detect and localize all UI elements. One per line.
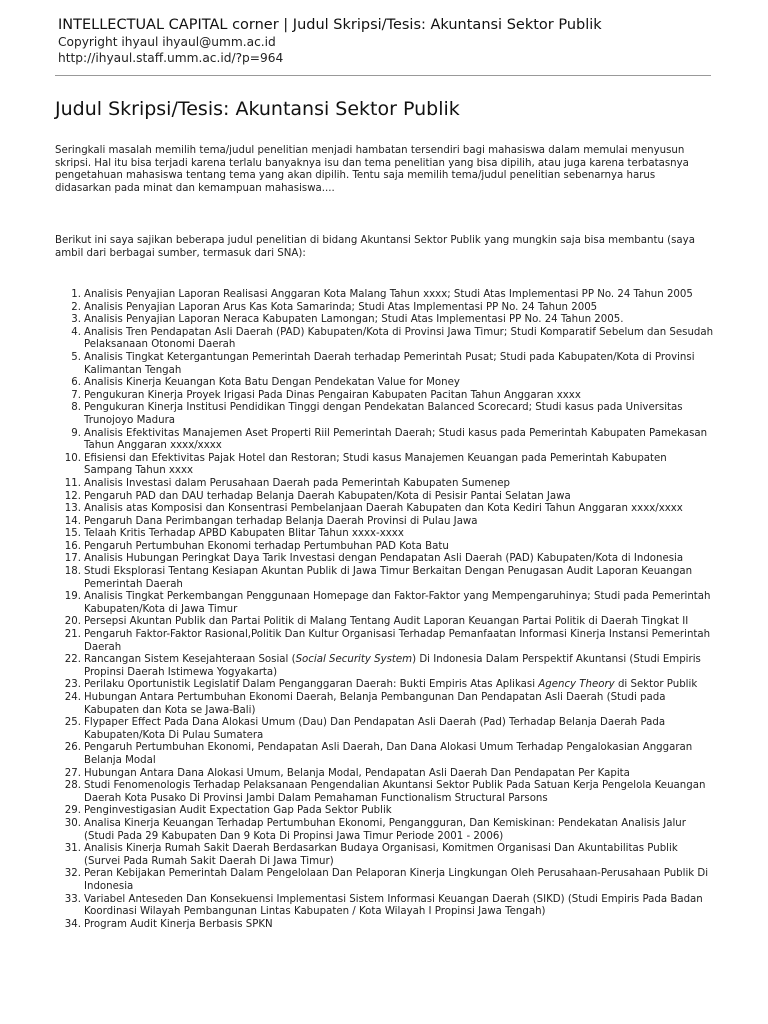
- text-segment: Pengukuran Kinerja Proyek Irigasi Pada Dinas Pengairan Kabupaten Pacitan Tahun Anggaran xxxx: [84, 389, 581, 401]
- list-item-number: 34.: [64, 918, 81, 930]
- text-segment: Telaah Kritis Terhadap APBD Kabupaten Blitar Tahun xxxx-xxxx: [84, 528, 404, 540]
- text-segment: Studi Fenomenologis Terhadap Pelaksanaan Pengendalian Akuntansi Sektor Publik Pada Satuan Kerja Pengelola Keuangan Daerah Kota Pusako Di Provinsi Jambi Dalam Pemahaman Functionalism Structural Parsons: [84, 780, 706, 804]
- text-segment: Analisis Tingkat Ketergantungan Pemerintah Daerah terhadap Pemerintah Pusat; Studi pada Kabupaten/Kota di Provinsi Kalimantan Tengah: [84, 351, 695, 376]
- list-item-number: 28.: [64, 780, 81, 792]
- list-item-text: [84, 843, 715, 868]
- list-item-text: [84, 453, 715, 478]
- list-item: [55, 742, 715, 767]
- list-item-number: 25.: [64, 717, 81, 729]
- text-segment: Analisis Efektivitas Manajemen Aset Properti Riil Pemerintah Daerah; Studi kasus pada Pemerintah Kabupaten Pamekasan Tahun Anggaran xxxx/xxxx: [84, 427, 708, 452]
- list-item-text: [84, 654, 715, 679]
- list-item-text: [84, 302, 715, 315]
- list-item: [55, 894, 715, 919]
- list-item-number: 17.: [64, 553, 81, 565]
- post-title: Judul Skripsi/Tesis: Akuntansi Sektor Publik: [55, 98, 460, 120]
- text-segment: Hubungan Antara Dana Alokasi Umum, Belanja Modal, Pendapatan Asli Daerah Dan Pendapatan Per Kapita: [84, 767, 630, 779]
- list-item-text: [84, 352, 715, 377]
- list-item-number: 4.: [71, 326, 81, 338]
- text-segment: Analisis Kinerja Rumah Sakit Daerah Berdasarkan Budaya Organisasi, Komitmen Organisasi Dan Akuntabilitas Publik (Survei Pada Rumah Sakit Daerah Di Jawa Timur): [84, 843, 678, 867]
- list-item: [55, 453, 715, 478]
- list-item-text: [84, 390, 715, 403]
- list-item: [55, 654, 715, 679]
- list-item-text: [84, 478, 715, 491]
- text-segment: Analisis Tren Pendapatan Asli Daerah (PAD) Kabupaten/Kota di Provinsi Jawa Timur; Studi Komparatif Sebelum dan Sesudah Pelaksanaan Otonomi Daerah: [84, 326, 714, 351]
- list-item-number: 7.: [71, 389, 81, 401]
- list-item-number: 30.: [64, 817, 81, 829]
- list-item-number: 11.: [64, 477, 81, 489]
- list-item: [55, 352, 715, 377]
- list-item-number: 13.: [64, 503, 81, 515]
- list-item-text: [84, 541, 715, 554]
- list-item: [55, 402, 715, 427]
- list-item-number: 19.: [64, 591, 81, 603]
- list-item-text: [84, 768, 715, 781]
- text-segment: Analisis Investasi dalam Perusahaan Daerah pada Pemerintah Kabupaten Sumenep: [84, 477, 510, 489]
- list-item: [55, 541, 715, 554]
- list-item-number: 18.: [64, 566, 81, 578]
- text-segment: Program Audit Kinerja Berbasis SPKN: [84, 918, 273, 930]
- list-item-text: [84, 528, 715, 541]
- list-item-text: [84, 805, 715, 818]
- list-item-number: 2.: [71, 301, 81, 313]
- list-item: [55, 516, 715, 529]
- list-item-number: 33.: [64, 893, 81, 905]
- text-segment: Pengaruh Dana Perimbangan terhadap Belanja Daerah Provinsi di Pulau Jawa: [84, 515, 478, 527]
- text-segment: Analisis atas Komposisi dan Konsentrasi Pembelanjaan Daerah Kabupaten dan Kota Kediri Tahun Anggaran xxxx/xxxx: [84, 503, 683, 515]
- list-item: [55, 314, 715, 327]
- text-segment: Penginvestigasian Audit Expectation Gap Pada Sektor Publik: [84, 805, 392, 817]
- list-item-text: [84, 491, 715, 504]
- list-item-number: 9.: [71, 427, 81, 439]
- text-segment: Analisis Penyajian Laporan Arus Kas Kota Samarinda; Studi Atas Implementasi PP No. 24 Tahun 2005: [84, 301, 598, 313]
- list-item-number: 8.: [71, 402, 81, 414]
- list-item-text: [84, 553, 715, 566]
- list-item-text: [84, 629, 715, 654]
- list-item: [55, 377, 715, 390]
- list-item: [55, 327, 715, 352]
- list-item-number: 16.: [64, 540, 81, 552]
- list-item-text: [84, 503, 715, 516]
- list-item-number: 32.: [64, 868, 81, 880]
- list-item-number: 3.: [71, 314, 81, 326]
- list-item: [55, 390, 715, 403]
- text-segment: Rancangan Sistem Kesejahteraan Sosial (: [84, 654, 296, 666]
- list-item-number: 10.: [64, 452, 81, 464]
- list-item-text: [84, 780, 715, 805]
- list-item: [55, 692, 715, 717]
- text-segment: Perilaku Oportunistik Legislatif Dalam Penganggaran Daerah: Bukti Empiris Atas Aplikasi: [84, 679, 539, 691]
- list-item: [55, 428, 715, 453]
- text-segment: Analisis Kinerja Keuangan Kota Batu Dengan Pendekatan Value for Money: [84, 377, 460, 389]
- list-item-text: [84, 717, 715, 742]
- list-item: [55, 805, 715, 818]
- list-item-number: 15.: [64, 528, 81, 540]
- list-item-number: 20.: [64, 616, 81, 628]
- list-item: [55, 768, 715, 781]
- list-item-text: [84, 894, 715, 919]
- text-segment: Pengaruh Faktor-Faktor Rasional,Politik Dan Kultur Organisasi Terhadap Pemanfaatan Informasi Kinerja Instansi Pemerintah Daerah: [84, 629, 711, 653]
- text-segment: Analisis Hubungan Peringkat Daya Tarik Investasi dengan Pendapatan Asli Daerah (PAD) Kabupaten/Kota di Indonesia: [84, 553, 684, 565]
- list-item-number: 23.: [64, 679, 81, 691]
- list-item-text: [84, 868, 715, 893]
- list-item: [55, 566, 715, 591]
- list-item: [55, 868, 715, 893]
- list-item-text: [84, 679, 715, 692]
- list-item-text: [84, 327, 715, 352]
- list-item-number: 31.: [64, 843, 81, 855]
- list-item: [55, 717, 715, 742]
- text-segment: ) Di Indonesia Dalam Perspektif Akuntansi (Studi Empiris Propinsi Daerah Istimewa Yogyakarta): [84, 654, 701, 678]
- list-item: [55, 289, 715, 302]
- list-item-number: 5.: [71, 351, 81, 363]
- site-title: INTELLECTUAL CAPITAL corner | Judul Skripsi/Tesis: Akuntansi Sektor Publik: [58, 17, 602, 33]
- list-item-text: [84, 314, 715, 327]
- list-item-text: [84, 516, 715, 529]
- list-item-number: 29.: [64, 805, 81, 817]
- text-segment: Pengaruh PAD dan DAU terhadap Belanja Daerah Kabupaten/Kota di Pesisir Pantai Selatan Jawa: [84, 490, 571, 502]
- list-item: [55, 478, 715, 491]
- text-segment: di Sektor Publik: [614, 679, 698, 691]
- list-item-number: 12.: [64, 490, 81, 502]
- list-item-text: [84, 289, 715, 302]
- list-item: [55, 629, 715, 654]
- list-item: [55, 553, 715, 566]
- list-item-text: [84, 919, 715, 932]
- italic-term: Agency Theory: [538, 679, 615, 691]
- list-item-text: [84, 428, 715, 453]
- text-segment: Analisis Penyajian Laporan Realisasi Anggaran Kota Malang Tahun xxxx; Studi Atas Implementasi PP No. 24 Tahun 2005: [84, 289, 693, 300]
- list-item: [55, 528, 715, 541]
- text-segment: Persepsi Akuntan Publik dan Partai Politik di Malang Tentang Audit Laporan Keuangan Partai Politik di Daerah Tingkat II: [84, 616, 689, 628]
- list-item-number: 22.: [64, 654, 81, 666]
- list-item: [55, 302, 715, 315]
- list-item: [55, 616, 715, 629]
- source-url: http://ihyaul.staff.umm.ac.id/?p=964: [58, 51, 284, 65]
- text-segment: Analisis Penyajian Laporan Neraca Kabupaten Lamongan; Studi Atas Implementasi PP No. 24 Tahun 2005.: [84, 314, 624, 326]
- list-item-number: 26.: [64, 742, 81, 754]
- italic-term: Social Security System: [295, 654, 413, 666]
- document-header: [58, 16, 748, 66]
- list-item-number: 6.: [71, 377, 81, 389]
- text-segment: Flypaper Effect Pada Dana Alokasi Umum (Dau) Dan Pendapatan Asli Daerah (Pad) Terhadap Belanja Daerah Pada Kabupaten/Kota Di Pulau Sumatera: [84, 717, 666, 741]
- list-item-number: 14.: [64, 515, 81, 527]
- text-segment: Peran Kebijakan Pemerintah Dalam Pengelolaan Dan Pelaporan Kinerja Lingkungan Oleh Perusahaan-Perusahaan Publik Di Indonesia: [84, 868, 709, 892]
- list-item-number: 27.: [64, 767, 81, 779]
- list-item-text: [84, 818, 715, 843]
- list-item: [55, 503, 715, 516]
- list-item-text: [84, 692, 715, 717]
- text-segment: Efisiensi dan Efektivitas Pajak Hotel dan Restoran; Studi kasus Manajemen Keuangan pada Pemerintah Kabupaten Sampang Tahun xxxx: [84, 452, 667, 477]
- text-segment: Studi Eksplorasi Tentang Kesiapan Akuntan Publik di Jawa Timur Berkaitan Dengan Penugasan Audit Laporan Keuangan Pemerintah Daerah: [84, 566, 693, 590]
- list-item-number: 24.: [64, 692, 81, 703]
- list-item: [55, 780, 715, 805]
- text-segment: Variabel Anteseden Dan Konsekuensi Implementasi Sistem Informasi Keuangan Daerah (SIKD) (Studi Empiris Pada Badan Koordinasi Wilayah Pembangunan Lintas Kabupaten / Kota Wilayah I Propinsi Jawa Tengah): [84, 893, 703, 918]
- list-item-text: [84, 616, 715, 629]
- list-item-text: [84, 377, 715, 390]
- thesis-title-list: [55, 289, 715, 931]
- text-segment: Analisa Kinerja Keuangan Terhadap Pertumbuhan Ekonomi, Pengangguran, Dan Kemiskinan: Pendekatan Analisis Jalur (Studi Pada 29 Kabupaten Dan 9 Kota Di Propinsi Jawa Timur Periode 2001 - 2006): [84, 817, 686, 842]
- text-segment: Pengaruh Pertumbuhan Ekonomi terhadap Pertumbuhan PAD Kota Batu: [84, 540, 449, 552]
- intro-paragraph: Seringkali masalah memilih tema/judul penelitian menjadi hambatan tersendiri bagi mahasiswa dalam memulai menyusun skripsi. Hal itu bisa terjadi karena terlalu banyaknya isu dan tema penelitian yang bisa dipilih, atau juga karena terbatasnya pengetahuan mahasiswa tentang tema yang akan dipilih. Tentu saja memilih tema/judul penelitian sebenarnya harus didasarkan pada minat dan kemampuan mahasiswa....: [55, 145, 689, 194]
- list-item: [55, 679, 715, 692]
- list-item: [55, 818, 715, 843]
- list-item-text: [84, 591, 715, 616]
- list-item: [55, 919, 715, 932]
- header-divider: [55, 75, 711, 76]
- lead-paragraph: Berikut ini saya sajikan beberapa judul penelitian di bidang Akuntansi Sektor Publik yang mungkin saja bisa membantu (saya ambil dari berbagai sumber, termasuk dari SNA):: [55, 235, 695, 259]
- list-item: [55, 491, 715, 504]
- list-item-number: 1.: [71, 289, 81, 300]
- text-segment: Pengukuran Kinerja Institusi Pendidikan Tinggi dengan Pendekatan Balanced Scorecard; Studi kasus pada Universitas Trunojoyo Madura: [84, 402, 683, 426]
- copyright-line: Copyright ihyaul ihyaul@umm.ac.id: [58, 35, 276, 49]
- list-item: [55, 843, 715, 868]
- list-item: [55, 591, 715, 616]
- list-item-text: [84, 566, 715, 591]
- list-item-text: [84, 742, 715, 767]
- text-segment: Pengaruh Pertumbuhan Ekonomi, Pendapatan Asli Daerah, Dan Dana Alokasi Umum Terhadap Pengalokasian Anggaran Belanja Modal: [84, 742, 693, 766]
- text-segment: Analisis Tingkat Perkembangan Penggunaan Homepage dan Faktor-Faktor yang Mempengaruhinya; Studi pada Pemerintah Kabupaten/Kota di Jawa Timur: [84, 591, 711, 615]
- text-segment: Hubungan Antara Pertumbuhan Ekonomi Daerah, Belanja Pembangunan Dan Pendapatan Asli Daerah (Studi pada Kabupaten dan Kota se Jawa-Bali): [84, 692, 666, 716]
- list-item-text: [84, 402, 715, 427]
- list-item-number: 21.: [64, 629, 81, 641]
